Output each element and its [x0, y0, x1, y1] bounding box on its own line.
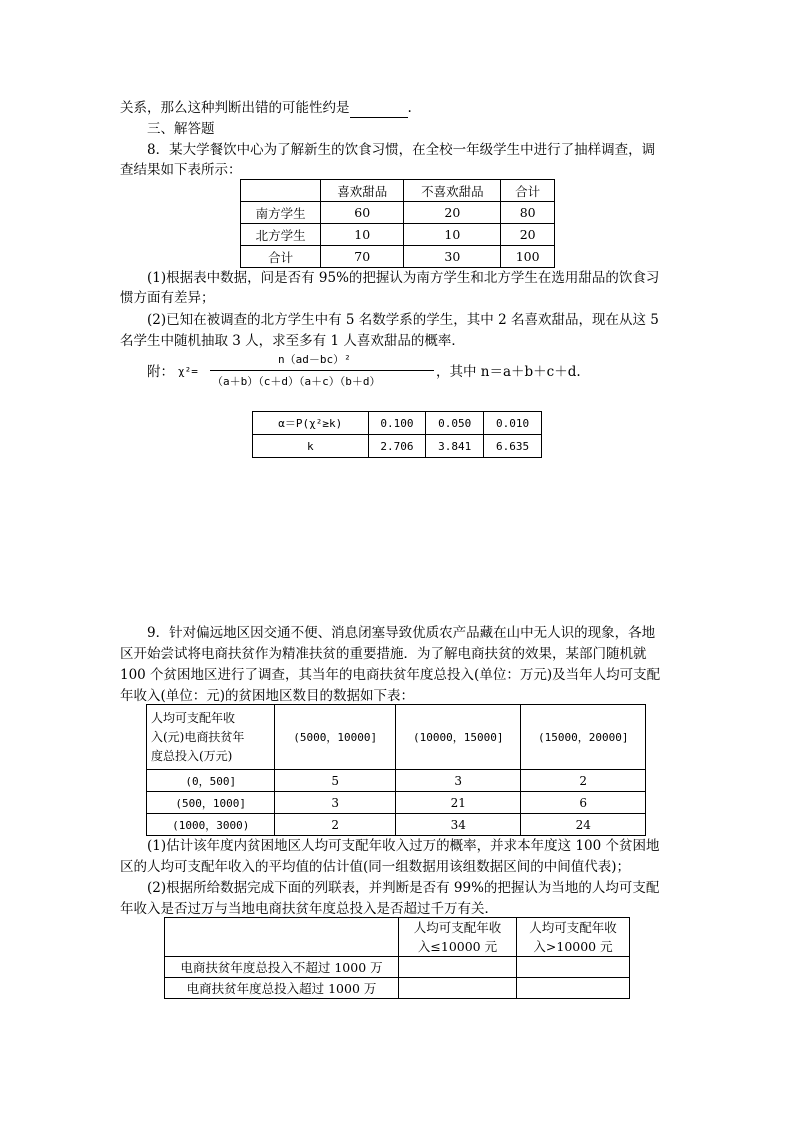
table-cell: 70: [321, 246, 404, 268]
row-label: 电商扶贫年度总投入不超过 1000 万: [165, 957, 399, 978]
table-cell: 6.635: [484, 435, 542, 458]
q9-stem-line-3: 100 个贫困地区进行了调查，其当年的电商扶贫年度总投入(单位：万元)及当年人均可支配: [120, 667, 661, 683]
table-row: [253, 412, 542, 435]
table-header-cell: (10000，15000]: [395, 705, 521, 770]
table-cell: 3: [395, 770, 521, 792]
table-header-cell: [399, 918, 517, 957]
intro-text: 关系，那么这种判断出错的可能性约是: [120, 100, 350, 116]
answer-cell[interactable]: [399, 978, 517, 999]
corner-line: 入(元)电商扶贫年: [151, 729, 245, 744]
row-label: (1000，3000): [147, 814, 275, 836]
row-label: 南方学生: [241, 202, 321, 224]
q9-part2-line-2: 年收入是否过万与当地电商扶贫年度总投入是否超过千万有关．: [120, 901, 498, 917]
q8-part1-line-2: 惯方面有差异；: [120, 290, 215, 306]
q8-survey-table: [240, 179, 555, 268]
row-label: (500，1000]: [147, 792, 275, 814]
row-label: 电商扶贫年度总投入超过 1000 万: [165, 978, 399, 999]
table-cell: 6: [521, 792, 646, 814]
table-row: [241, 202, 555, 224]
header-line: 人均可支配年收: [529, 920, 617, 935]
table-row: [241, 246, 555, 268]
q9-stem-line-1: 9．针对偏远地区因交通不便、消息闭塞导致优质农产品藏在山中无人识的现象，各地: [147, 625, 656, 641]
header-line: 人均可支配年收: [413, 920, 502, 935]
table-cell: 0.100: [368, 412, 426, 435]
table-cell: 24: [521, 814, 646, 836]
table-header-cell: (15000，20000]: [521, 705, 646, 770]
table-cell: 2.706: [368, 435, 426, 458]
q8-stem-line-2: 查结果如下表所示：: [120, 162, 242, 178]
table-row: [165, 978, 630, 999]
table-row: [165, 957, 630, 978]
table-header-row: [147, 705, 646, 770]
table-cell: 100: [501, 246, 555, 268]
table-header-cell: [517, 918, 630, 957]
table-header-cell: 不喜欢甜品: [404, 180, 501, 202]
table-cell: 2: [521, 770, 646, 792]
q9-stem-line-2: 区开始尝试将电商扶贫作为精准扶贫的重要措施．为了解电商扶贫的效果，某部门随机就: [120, 646, 647, 662]
header-line: 入≤10000 元: [417, 939, 498, 954]
table-cell: 34: [395, 814, 521, 836]
table-cell: 30: [404, 246, 501, 268]
header-line: 入>10000 元: [533, 939, 613, 954]
intro-line: [120, 98, 412, 118]
fraction-bar: [210, 370, 434, 371]
table-cell: 2: [275, 814, 396, 836]
table-cell: 10: [321, 224, 404, 246]
answer-cell[interactable]: [517, 957, 630, 978]
appendix-label: 附：: [147, 364, 174, 380]
table-header-row: [241, 180, 555, 202]
answer-blank: [350, 103, 408, 118]
corner-line: 度总投入(万元): [151, 748, 233, 763]
table-row: [147, 792, 646, 814]
table-cell: 80: [501, 202, 555, 224]
table-cell: 0.050: [426, 412, 484, 435]
row-label: α＝P(χ²≥k): [253, 412, 369, 435]
table-header-row: [165, 918, 630, 957]
table-header-cell: 合计: [501, 180, 555, 202]
table-cell: 10: [404, 224, 501, 246]
q9-part2-line-1: (2)根据所给数据完成下面的列联表，并判断是否有 99%的把握认为当地的人均可支配: [147, 880, 660, 896]
q8-stem-line-1: 8．某大学餐饮中心为了解新生的饮食习惯，在全校一年级学生中进行了抽样调查，调: [147, 142, 656, 158]
table-row: [147, 814, 646, 836]
formula-numerator: n（ad－bc）²: [278, 353, 351, 366]
row-label: 合计: [241, 246, 321, 268]
corner-line: 人均可支配年收: [151, 710, 236, 725]
table-row: [147, 770, 646, 792]
table-cell: 3: [275, 792, 396, 814]
corner-header-cell: [147, 705, 275, 770]
table-header-cell: (5000，10000]: [275, 705, 396, 770]
q8-part2-line-2: 名学生中随机抽取 3 人，求至多有 1 人喜欢甜品的概率．: [120, 333, 465, 349]
q8-part1-line-1: (1)根据表中数据，问是否有 95%的把握认为南方学生和北方学生在选用甜品的饮食习: [147, 270, 660, 286]
q9-part1-line-1: (1)估计该年度内贫困地区人均可支配年收入过万的概率，并求本年度这 100 个贫困地: [147, 838, 660, 854]
table-cell: 0.010: [484, 412, 542, 435]
table-cell: 5: [275, 770, 396, 792]
table-cell: 21: [395, 792, 521, 814]
table-row: [241, 224, 555, 246]
answer-cell[interactable]: [399, 957, 517, 978]
formula-suffix: ，其中 n＝a＋b＋c＋d.: [436, 364, 581, 380]
table-cell: [241, 180, 321, 202]
table-header-cell: 喜欢甜品: [321, 180, 404, 202]
row-label: 北方学生: [241, 224, 321, 246]
table-row: [253, 435, 542, 458]
answer-cell[interactable]: [517, 978, 630, 999]
intro-suffix: .: [407, 100, 412, 116]
table-cell: 3.841: [426, 435, 484, 458]
section-title: 三、解答题: [147, 121, 215, 137]
formula-lhs: χ²=: [178, 365, 198, 378]
contingency-table: [164, 917, 630, 999]
q9-stem-line-4: 年收入(单位：元)的贫困地区数目的数据如下表：: [120, 688, 415, 704]
table-cell: [165, 918, 399, 957]
q8-part2-line-1: (2)已知在被调查的北方学生中有 5 名数学系的学生，其中 2 名喜欢甜品，现在从这 5: [147, 312, 659, 328]
row-label: k: [253, 435, 369, 458]
table-cell: 60: [321, 202, 404, 224]
q9-survey-table: [146, 704, 646, 836]
table-cell: 20: [501, 224, 555, 246]
table-cell: 20: [404, 202, 501, 224]
q9-part1-line-2: 区的人均可支配年收入的平均值的估计值(同一组数据用该组数据区间的中间值代表)；: [120, 859, 631, 875]
row-label: (0，500]: [147, 770, 275, 792]
critical-value-table: [252, 411, 542, 458]
formula-denominator: （a＋b）（c＋d）（a＋c）（b＋d）: [212, 375, 381, 388]
